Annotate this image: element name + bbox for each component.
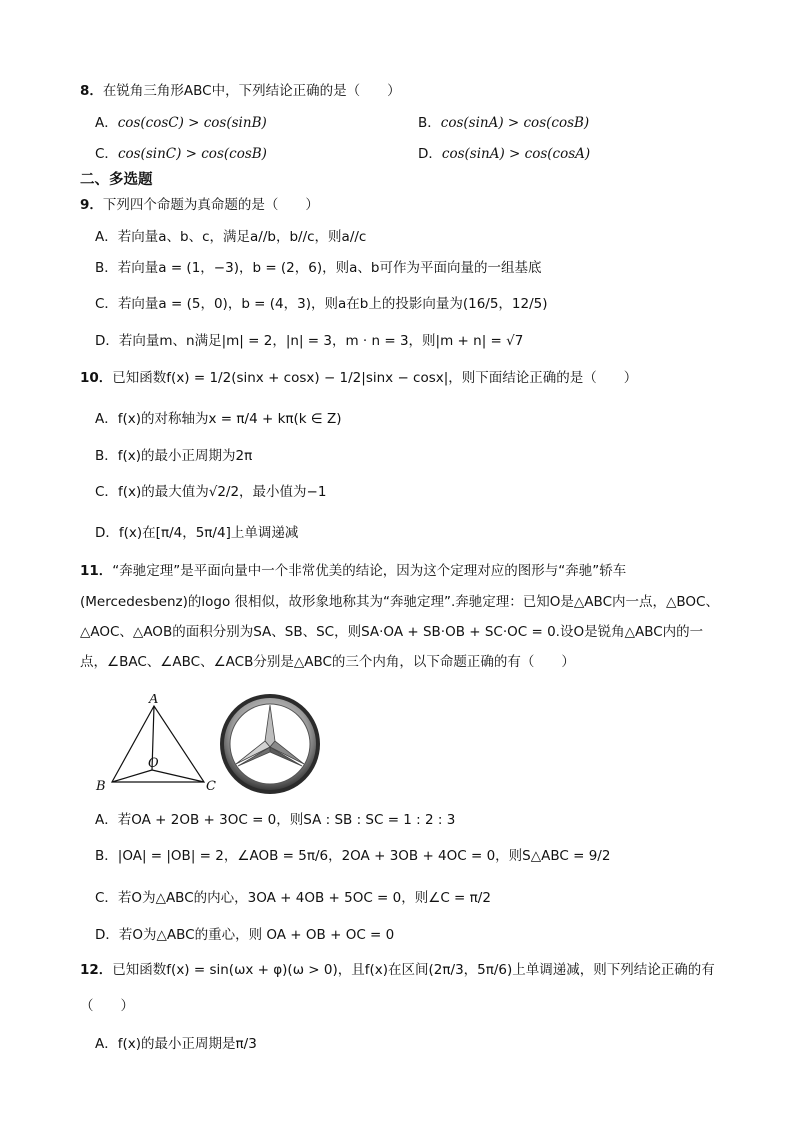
option-c: C．cos(sinC) > cos(cosB) [95, 146, 267, 162]
question-number: 11 [80, 563, 99, 579]
question-11-text-line: 点，∠BAC、∠ABC、∠ACB分别是△ABC的三个内角，以下命题正确的有（ ） [80, 654, 575, 670]
section-heading: 二、多选题 [80, 172, 153, 188]
question-number: 9 [80, 197, 90, 213]
triangle-figure [92, 694, 222, 794]
option-c: C．若O为△ABC的内心，3OA + 4OB + 5OC = 0，则∠C = π/2 [95, 890, 491, 906]
option-expression: cos(sinA) > cos(cosB) [440, 115, 590, 131]
option-b: B．f(x)的最小正周期为2π [95, 448, 253, 464]
option-c: C．f(x)的最大值为√2/2，最小值为−1 [95, 484, 327, 500]
vertex-label-a: A [149, 694, 159, 707]
option-b: B．若向量a = (1，−3)，b = (2，6)，则a、b可作为平面向量的一组基底 [95, 260, 542, 276]
question-text: 已知函数f(x) = sin(ωx + φ)(ω > 0)，且f(x)在区间(2π/3，5π/6)上单调递减，则下列结论正确的有 [112, 962, 715, 978]
option-b: B．cos(sinA) > cos(cosB) [418, 115, 590, 131]
question-11-stem: 11．“奔驰定理”是平面向量中一个非常优美的结论，因为这个定理对应的图形与“奔驰”轿车 [80, 563, 627, 579]
segment-oc [152, 770, 204, 782]
question-11-text-line: △AOC、△AOB的面积分别为SA、SB、SC，则SA·OA + SB·OB + SC·OC = 0.设O是锐角△ABC内的一 [80, 624, 704, 640]
option-a: A．若OA + 2OB + 3OC = 0，则SA : SB : SC = 1 : 2 : 3 [95, 812, 456, 828]
option-b: B．|OA| = |OB| = 2，∠AOB = 5π/6，2OA + 3OB + 4OC = 0，则S△ABC = 9/2 [95, 848, 611, 864]
option-a: A．f(x)的最小正周期是π/3 [95, 1036, 257, 1052]
question-8-stem: 8．在锐角三角形ABC中，下列结论正确的是（ ） [80, 83, 401, 99]
vertex-label-c: C [206, 779, 216, 794]
question-text: “奔驰定理”是平面向量中一个非常优美的结论，因为这个定理对应的图形与“奔驰”轿车 [112, 563, 627, 579]
option-c: C．若向量a = (5，0)，b = (4，3)，则a在b上的投影向量为(16/5，12/5) [95, 296, 548, 312]
question-text: 已知函数f(x) = 1/2(sinx + cosx) − 1/2|sinx − cosx|，则下面结论正确的是（ ） [112, 370, 638, 386]
question-text: 在锐角三角形ABC中，下列结论正确的是（ ） [102, 83, 401, 99]
option-d: D．若向量m、n满足|m| = 2，|n| = 3，m · n = 3，则|m + n| = √7 [95, 333, 524, 349]
three-pointed-star-logo [218, 692, 322, 796]
question-9-stem: 9．下列四个命题为真命题的是（ ） [80, 197, 319, 213]
question-text: 下列四个命题为真命题的是（ ） [102, 197, 319, 213]
option-expression: cos(sinC) > cos(cosB) [117, 146, 267, 162]
option-d: D．f(x)在[π/4，5π/4]上单调递减 [95, 525, 299, 541]
vertex-label-b: B [96, 779, 106, 794]
point-label-o: O [148, 756, 159, 771]
option-a: A．f(x)的对称轴为x = π/4 + kπ(k ∈ Z) [95, 411, 342, 427]
option-a: A．若向量a、b、c，满足a//b，b//c，则a//c [95, 229, 367, 245]
option-d: D．若O为△ABC的重心，则 OA + OB + OC = 0 [95, 927, 395, 943]
option-expression: cos(sinA) > cos(cosA) [441, 146, 591, 162]
option-a: A．cos(cosC) > cos(sinB) [95, 115, 267, 131]
question-number: 10 [80, 370, 99, 386]
option-d: D．cos(sinA) > cos(cosA) [418, 146, 591, 162]
question-number: 12 [80, 962, 99, 978]
question-number: 8 [80, 83, 90, 99]
question-11-text-line: (Mercedesbenz)的logo 很相似，故形象地称其为“奔驰定理”.奔驰定理：已知O是△ABC内一点，△BOC、 [80, 594, 719, 610]
question-12-stem: 12．已知函数f(x) = sin(ωx + φ)(ω > 0)，且f(x)在区间(2π/3，5π/6)上单调递减，则下列结论正确的有 [80, 962, 715, 978]
option-expression: cos(cosC) > cos(sinB) [117, 115, 267, 131]
answer-blank: （ ） [80, 998, 134, 1014]
question-10-stem: 10．已知函数f(x) = 1/2(sinx + cosx) − 1/2|sinx − cosx|，则下面结论正确的是（ ） [80, 370, 638, 386]
